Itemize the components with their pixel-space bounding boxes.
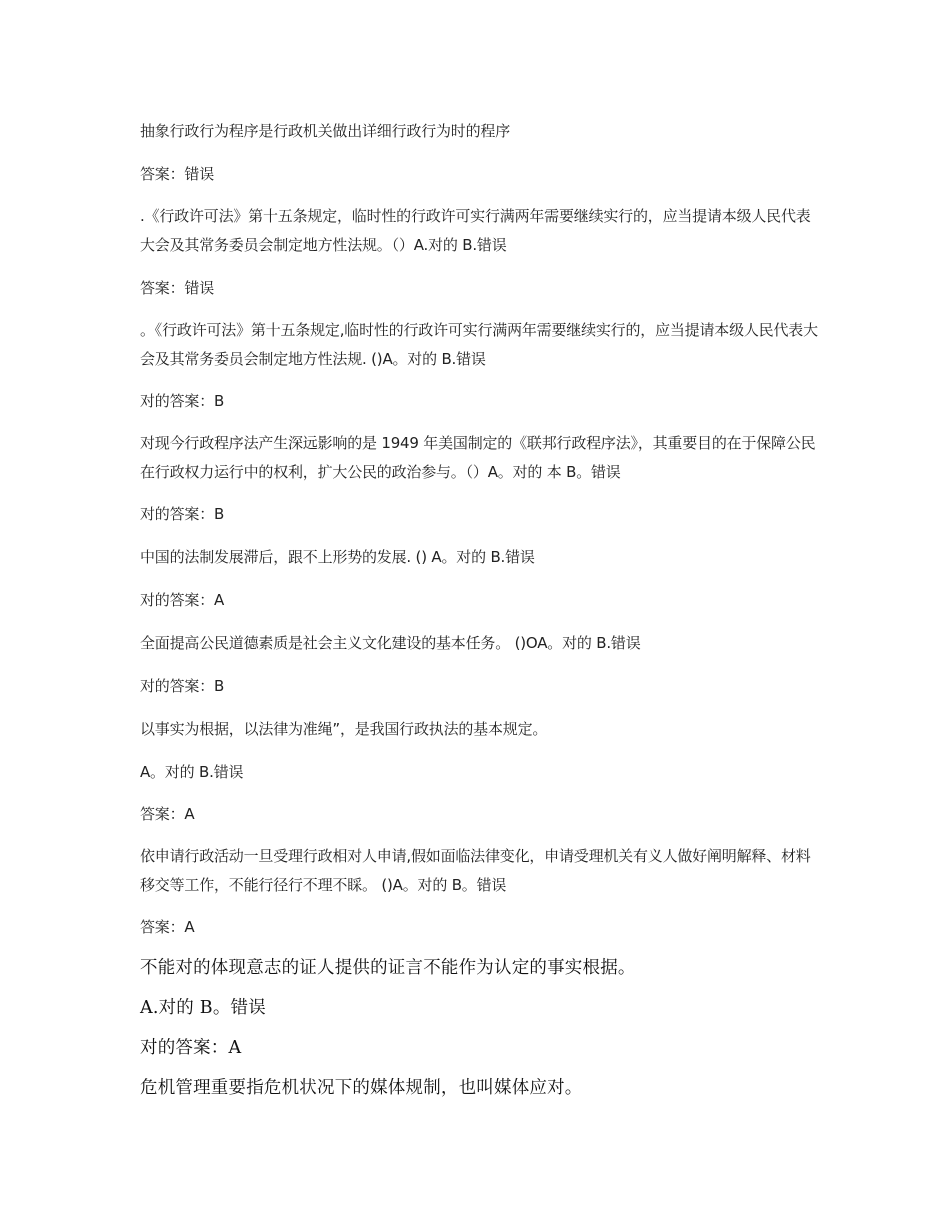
question-4: 对现今行政程序法产生深远影响的是 1949 年美国制定的《联邦行政程序法》，其重要目的在于保障公民在行政权力运行中的权利，扩大公民的政治参与。（）A。对的 本 B。错误 <box>140 434 816 481</box>
answer-9: 对的答案：A <box>140 1038 242 1058</box>
question-3: 。《行政许可法》第十五条规定,临时性的行政许可实行满两年需要继续实行的，应当提请本级人民代表大会及其常务委员会制定地方性法规. ()A。对的 B.错误 <box>140 321 818 368</box>
answer-1: 答案：错误 <box>140 165 215 183</box>
question-7-options: A。对的 B.错误 <box>140 763 244 781</box>
answer-2: 答案：错误 <box>140 279 215 297</box>
question-9-options: A.对的 B。错误 <box>140 998 266 1018</box>
answer-4: 对的答案：B <box>140 505 225 523</box>
question-7: 以事实为根据，以法律为准绳”，是我国行政执法的基本规定。 <box>140 720 548 738</box>
question-10: 危机管理重要指危机状况下的媒体规制，也叫媒体应对。 <box>140 1078 583 1098</box>
answer-3: 对的答案：B <box>140 392 225 410</box>
answer-5: 对的答案：A <box>140 591 225 609</box>
question-9: 不能对的体现意志的证人提供的证言不能作为认定的事实根据。 <box>140 958 636 978</box>
question-1: 抽象行政行为程序是行政机关做出详细行政行为时的程序 <box>140 122 511 140</box>
question-6: 全面提高公民道德素质是社会主义文化建设的基本任务。 ()OA。对的 B.错误 <box>140 634 641 652</box>
question-2: .《行政许可法》第十五条规定，临时性的行政许可实行满两年需要继续实行的，应当提请本级人民代表大会及其常务委员会制定地方性法规。（）A.对的 B.错误 <box>140 207 811 254</box>
answer-6: 对的答案：B <box>140 677 225 695</box>
answer-7: 答案：A <box>140 805 195 823</box>
question-5: 中国的法制发展滞后，跟不上形势的发展. () A。对的 B.错误 <box>140 548 535 566</box>
question-8: 依申请行政活动一旦受理行政相对人申请,假如面临法律变化，申请受理机关有义人做好阐明解释、材料移交等工作，不能行径行不理不睬。 ()A。对的 B。错误 <box>140 847 811 894</box>
answer-8: 答案：A <box>140 918 195 936</box>
